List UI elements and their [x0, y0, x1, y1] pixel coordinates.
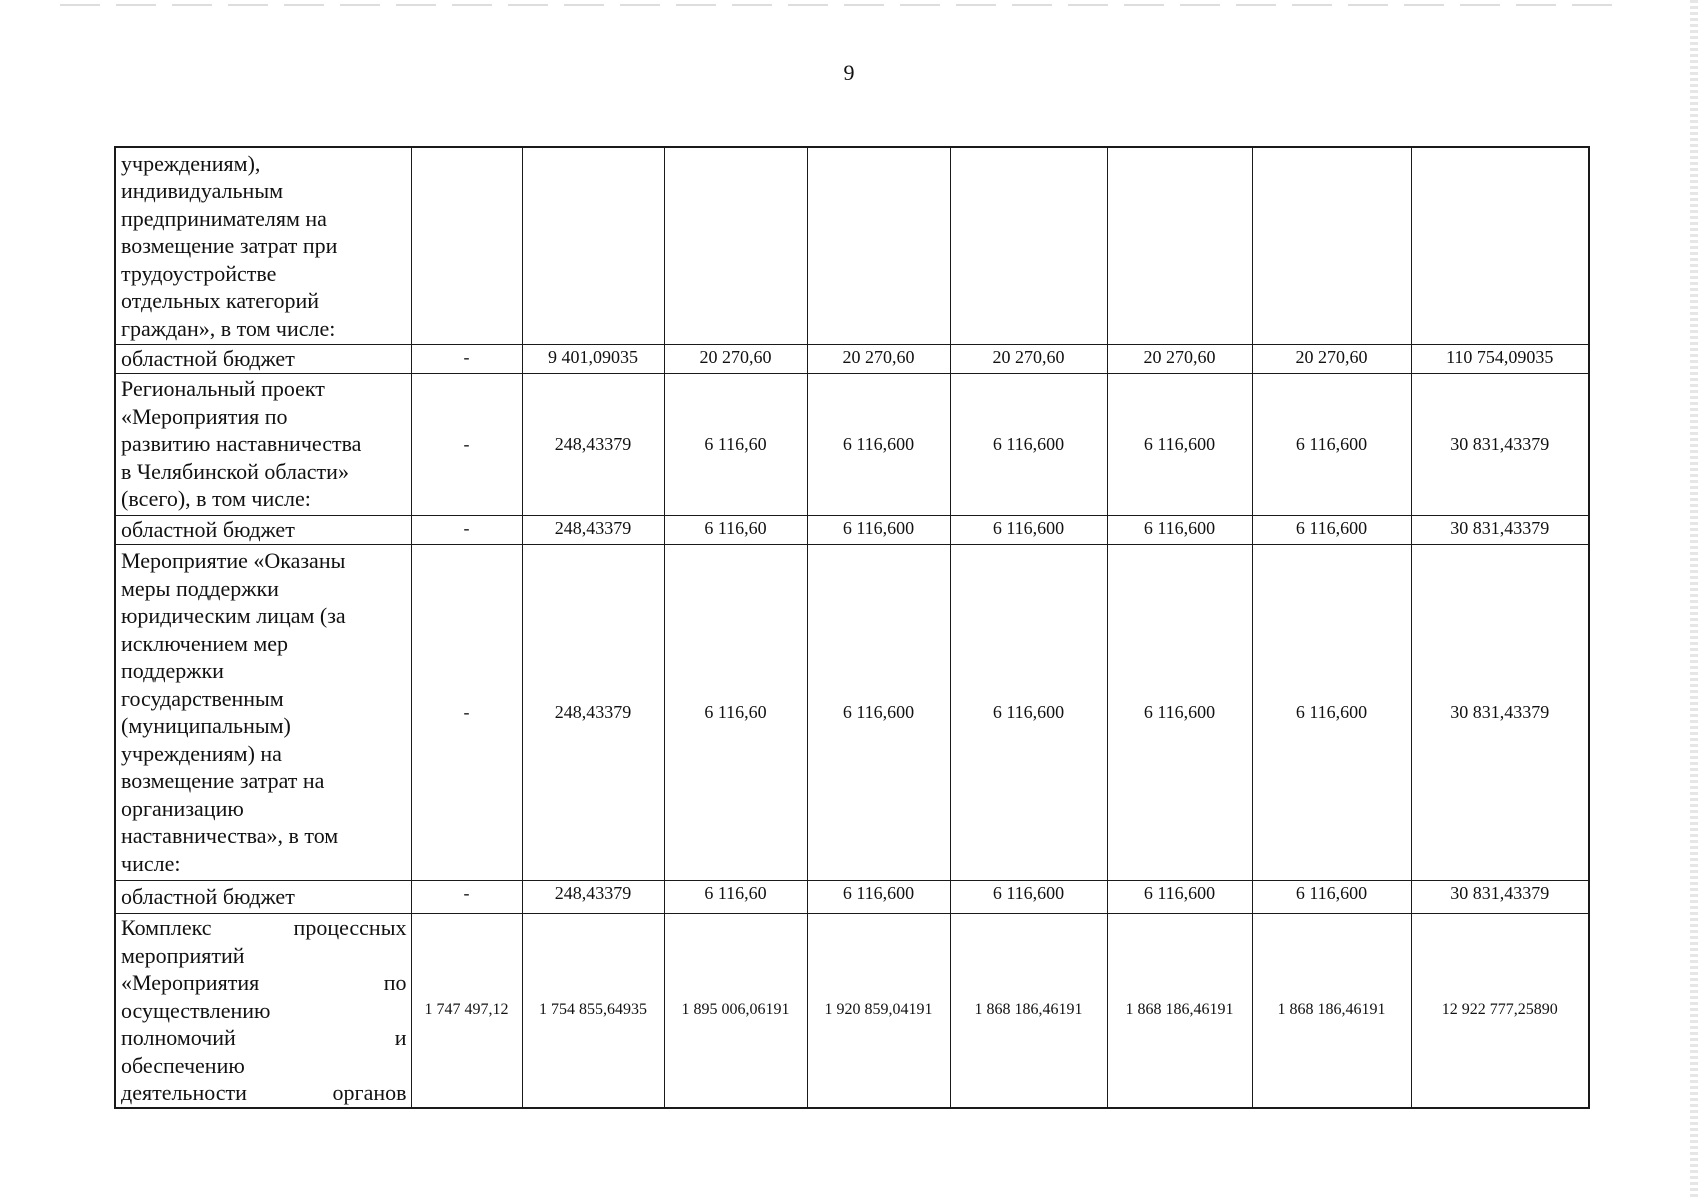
value-cell: 6 116,600 — [807, 373, 950, 515]
row-name-line: областной бюджет — [121, 516, 295, 542]
value-cell — [807, 147, 950, 344]
value-cell: 6 116,600 — [807, 880, 950, 913]
value-cell — [1107, 147, 1252, 344]
row-name-line: граждан», в том числе: — [121, 315, 336, 341]
row-name-line: возмещение затрат при — [121, 233, 338, 258]
value-cell: 6 116,600 — [807, 544, 950, 880]
row-name-line: предпринимателям на — [121, 205, 327, 231]
value-cell — [1411, 147, 1589, 344]
row-name-line: обеспечению — [121, 1052, 245, 1078]
value-cell: - — [411, 880, 522, 913]
row-name-line: исключением мер — [121, 630, 289, 656]
row-name-line: государственным — [121, 685, 284, 711]
table-row — [115, 344, 1589, 373]
value-cell: 30 831,43379 — [1411, 544, 1589, 880]
value-cell: 1 868 186,46191 — [1252, 913, 1411, 1108]
row-name-line: юридическим лицам (за — [121, 603, 346, 628]
row-name-cell — [115, 373, 411, 515]
value-cell: - — [411, 373, 522, 515]
value-cell: 6 116,60 — [664, 544, 807, 880]
value-cell: 6 116,600 — [1107, 544, 1252, 880]
value-cell: 1 754 855,64935 — [522, 913, 664, 1108]
value-cell: 248,43379 — [522, 880, 664, 913]
value-cell: 1 868 186,46191 — [1107, 913, 1252, 1108]
value-cell: 1 920 859,04191 — [807, 913, 950, 1108]
value-cell: - — [411, 515, 522, 544]
value-cell: 6 116,600 — [950, 515, 1107, 544]
value-cell: 6 116,600 — [1107, 373, 1252, 515]
value-cell: 1 895 006,06191 — [664, 913, 807, 1108]
value-cell: 6 116,600 — [1107, 880, 1252, 913]
value-cell — [522, 147, 664, 344]
row-name-cell — [115, 913, 411, 1108]
row-name-line: наставничества», в том — [121, 823, 339, 848]
row-name-cell — [115, 515, 411, 544]
value-cell: 30 831,43379 — [1411, 880, 1589, 913]
row-name-line: поддержки — [121, 658, 224, 683]
row-name-line: числе: — [121, 850, 181, 876]
row-name-line: деятельности органов — [121, 1080, 407, 1105]
value-cell: 1 747 497,12 — [411, 913, 522, 1108]
row-name-cell — [115, 544, 411, 880]
row-name-line: организацию — [121, 795, 244, 821]
table-row — [115, 147, 1589, 344]
row-name-cell — [115, 880, 411, 913]
row-name-line: (всего), в том числе: — [121, 486, 311, 512]
value-cell: 6 116,600 — [950, 544, 1107, 880]
row-name-cell — [115, 344, 411, 373]
table-row — [115, 880, 1589, 913]
value-cell: 6 116,60 — [664, 515, 807, 544]
value-cell: - — [411, 544, 522, 880]
value-cell: 20 270,60 — [807, 344, 950, 373]
row-name-cell — [115, 147, 411, 344]
table-row — [115, 913, 1589, 1108]
row-name-line: областной бюджет — [121, 345, 295, 371]
table-row — [115, 515, 1589, 544]
row-name-line: развитию наставничества — [121, 431, 362, 457]
row-name-line: в Челябинской области» — [121, 458, 349, 484]
row-name-line: индивидуальным — [121, 178, 284, 203]
value-cell: 6 116,600 — [1252, 373, 1411, 515]
value-cell: 6 116,600 — [1252, 515, 1411, 544]
value-cell: 6 116,60 — [664, 373, 807, 515]
table-row — [115, 373, 1589, 515]
row-name-line: Мероприятие «Оказаны — [121, 548, 346, 573]
value-cell: 20 270,60 — [1107, 344, 1252, 373]
row-name-line: областной бюджет — [121, 883, 295, 909]
row-name-line: учреждениям), — [121, 150, 261, 176]
row-name-line: меры поддержки — [121, 575, 279, 601]
value-cell: 6 116,600 — [950, 373, 1107, 515]
value-cell: 9 401,09035 — [522, 344, 664, 373]
page-number: 9 — [843, 60, 855, 85]
row-name-line: Комплекс процессных — [121, 915, 407, 940]
value-cell: 248,43379 — [522, 515, 664, 544]
value-cell: 248,43379 — [522, 544, 664, 880]
value-cell: 6 116,600 — [1107, 515, 1252, 544]
budget-table — [114, 146, 1590, 1109]
scan-artifact-edge — [1690, 0, 1698, 1200]
value-cell: 20 270,60 — [1252, 344, 1411, 373]
row-name-line: мероприятий — [121, 942, 245, 968]
value-cell — [950, 147, 1107, 344]
value-cell: 30 831,43379 — [1411, 515, 1589, 544]
value-cell: 6 116,600 — [950, 880, 1107, 913]
row-name-line: отдельных категорий — [121, 288, 320, 313]
row-name-line: учреждениям) на — [121, 740, 282, 766]
value-cell: 20 270,60 — [664, 344, 807, 373]
row-name-line: полномочий и — [121, 1025, 407, 1050]
value-cell: 6 116,600 — [1252, 544, 1411, 880]
row-name-line: Региональный проект — [121, 376, 325, 402]
value-cell: 30 831,43379 — [1411, 373, 1589, 515]
value-cell — [1252, 147, 1411, 344]
value-cell: 20 270,60 — [950, 344, 1107, 373]
value-cell — [664, 147, 807, 344]
scan-artifact-top — [60, 4, 1620, 6]
value-cell: 6 116,600 — [807, 515, 950, 544]
value-cell: 248,43379 — [522, 373, 664, 515]
table-row — [115, 544, 1589, 880]
row-name-line: «Мероприятия по — [121, 403, 288, 429]
row-name-line: осуществлению — [121, 997, 271, 1023]
value-cell — [411, 147, 522, 344]
value-cell: 1 868 186,46191 — [950, 913, 1107, 1108]
row-name-line: трудоустройстве — [121, 260, 277, 286]
value-cell: 110 754,09035 — [1411, 344, 1589, 373]
value-cell: 12 922 777,25890 — [1411, 913, 1589, 1108]
row-name-line: возмещение затрат на — [121, 768, 325, 793]
value-cell: - — [411, 344, 522, 373]
row-name-line: «Мероприятия по — [121, 970, 407, 995]
value-cell: 6 116,60 — [664, 880, 807, 913]
row-name-line: (муниципальным) — [121, 713, 291, 738]
value-cell: 6 116,600 — [1252, 880, 1411, 913]
